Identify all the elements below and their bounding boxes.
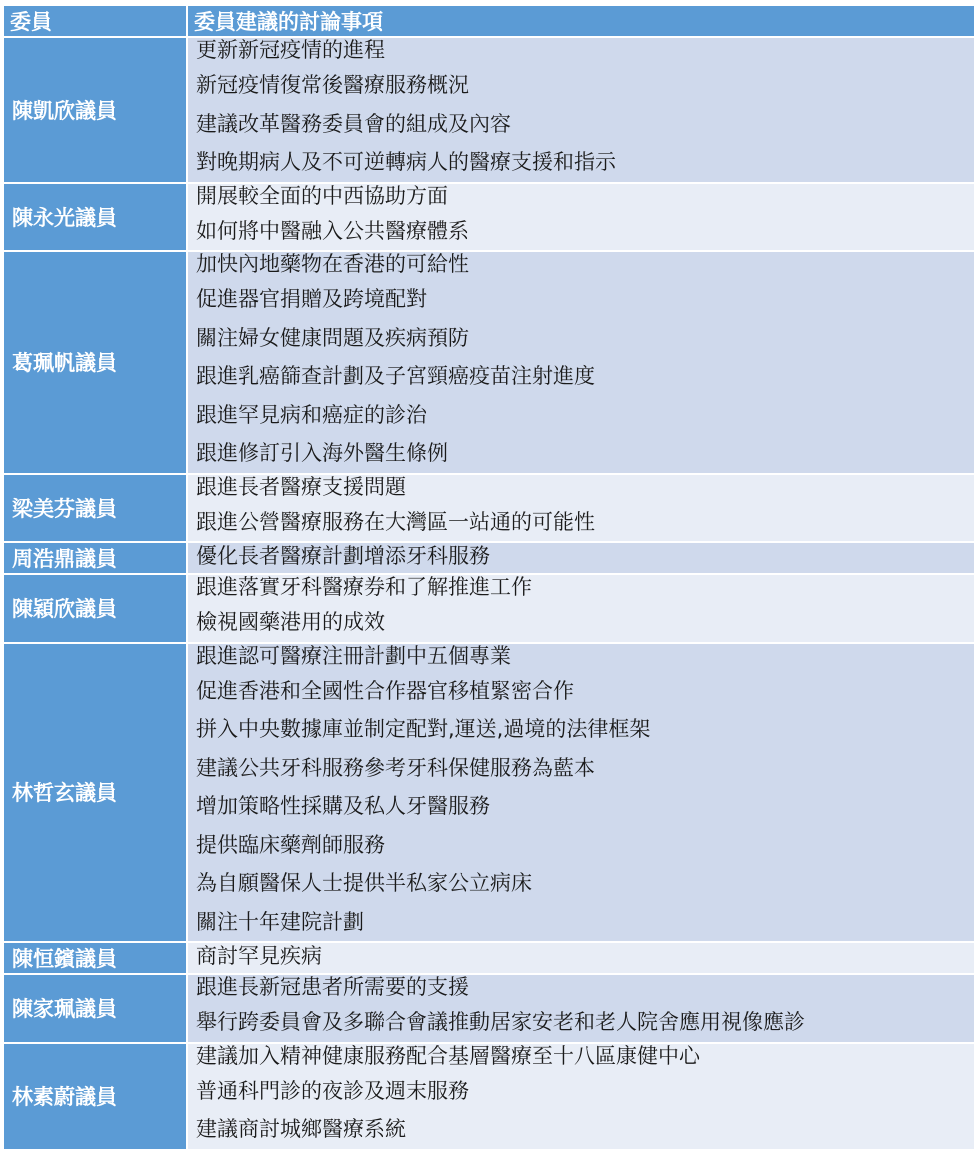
topic-item: 提供臨床藥劑師服務 [196,832,385,857]
topic-item: 促進器官捐贈及跨境配對 [196,287,427,311]
topics-cell [187,251,975,474]
table-body [3,37,975,1150]
table-row [3,574,975,643]
topic-item: 關注十年建院計劃 [196,909,364,934]
topic-item: 跟進長新冠患者所需要的支援 [196,975,469,999]
topic-item: 跟進落實牙科醫療券和了解推進工作 [196,575,532,599]
member-name: 陳恒鑌議員 [3,942,187,974]
member-name: 林素蔚議員 [3,1043,187,1150]
table-row [3,1043,975,1150]
topic-item: 關注婦女健康問題及疾病預防 [196,325,469,350]
topic-item: 建議商討城鄉醫療系統 [196,1117,406,1141]
topic-item: 新冠疫情復常後醫療服務概況 [196,73,469,97]
topic-item: 對晚期病人及不可逆轉病人的醫療支援和指示 [196,150,616,174]
topics-cell [187,1043,975,1150]
table-row [3,251,975,474]
table-row [3,474,975,543]
topic-item: 更新新冠疫情的進程 [196,38,385,62]
topic-item: 如何將中醫融入公共醫療體系 [196,218,469,243]
member-name: 葛珮帆議員 [3,251,187,474]
topic-item: 加快內地藥物在香港的可給性 [196,252,469,276]
topic-item: 拼入中央數據庫並制定配對,運送,過境的法律框架 [196,717,651,741]
member-name: 陳永光議員 [3,183,187,252]
member-name: 梁美芬議員 [3,474,187,543]
member-name: 周浩鼎議員 [3,542,187,574]
topics-cell [187,574,975,643]
table-row [3,183,975,252]
member-name: 陳家珮議員 [3,974,187,1043]
topic-item: 增加策略性採購及私人牙醫服務 [196,794,490,818]
topic-item: 普通科門診的夜診及週末服務 [196,1078,469,1103]
topic-item: 促進香港和全國性合作器官移植緊密合作 [196,678,574,703]
table-row [3,542,975,574]
committee-topics-table [2,4,976,1151]
topic-item: 優化長者醫療計劃增添牙科服務 [196,544,490,568]
topic-item: 跟進修訂引入海外醫生條例 [196,441,448,465]
topic-item: 跟進長者醫療支援問題 [196,474,406,499]
topic-item: 建議改革醫務委員會的組成及內容 [196,111,511,136]
table-row [3,974,975,1043]
table-header-row [3,5,975,37]
topic-item: 跟進乳癌篩查計劃及子宮頸癌疫苗注射進度 [196,364,595,388]
member-name: 林哲玄議員 [3,643,187,943]
topics-cell [187,183,975,252]
topic-item: 商討罕見疾病 [196,944,322,968]
topics-cell [187,542,975,574]
topics-cell [187,643,975,943]
topic-item: 跟進公營醫療服務在大灣區一站通的可能性 [196,509,595,534]
topics-cell [187,942,975,974]
topics-column-header: 委員建議的討論事項 [187,5,975,37]
member-column-header: 委員 [3,5,187,37]
topics-cell [187,474,975,543]
topic-item: 為自願醫保人士提供半私家公立病床 [196,871,532,895]
topic-item: 建議加入精神健康服務配合基層醫療至十八區康健中心 [196,1043,700,1068]
table-row [3,37,975,183]
member-name: 陳穎欣議員 [3,574,187,643]
topic-item: 檢視國藥港用的成效 [196,610,385,634]
topic-item: 建議公共牙科服務參考牙科保健服務為藍本 [196,755,595,780]
topic-item: 跟進認可醫療注冊計劃中五個專業 [196,643,511,668]
table-row [3,643,975,943]
topics-cell [187,37,975,183]
table-row [3,942,975,974]
topic-item: 開展較全面的中西協助方面 [196,183,448,208]
topics-cell [187,974,975,1043]
member-name: 陳凱欣議員 [3,37,187,183]
topic-item: 跟進罕見病和癌症的診治 [196,402,427,427]
topic-item: 舉行跨委員會及多聯合會議推動居家安老和老人院舍應用視像應診 [196,1010,805,1034]
